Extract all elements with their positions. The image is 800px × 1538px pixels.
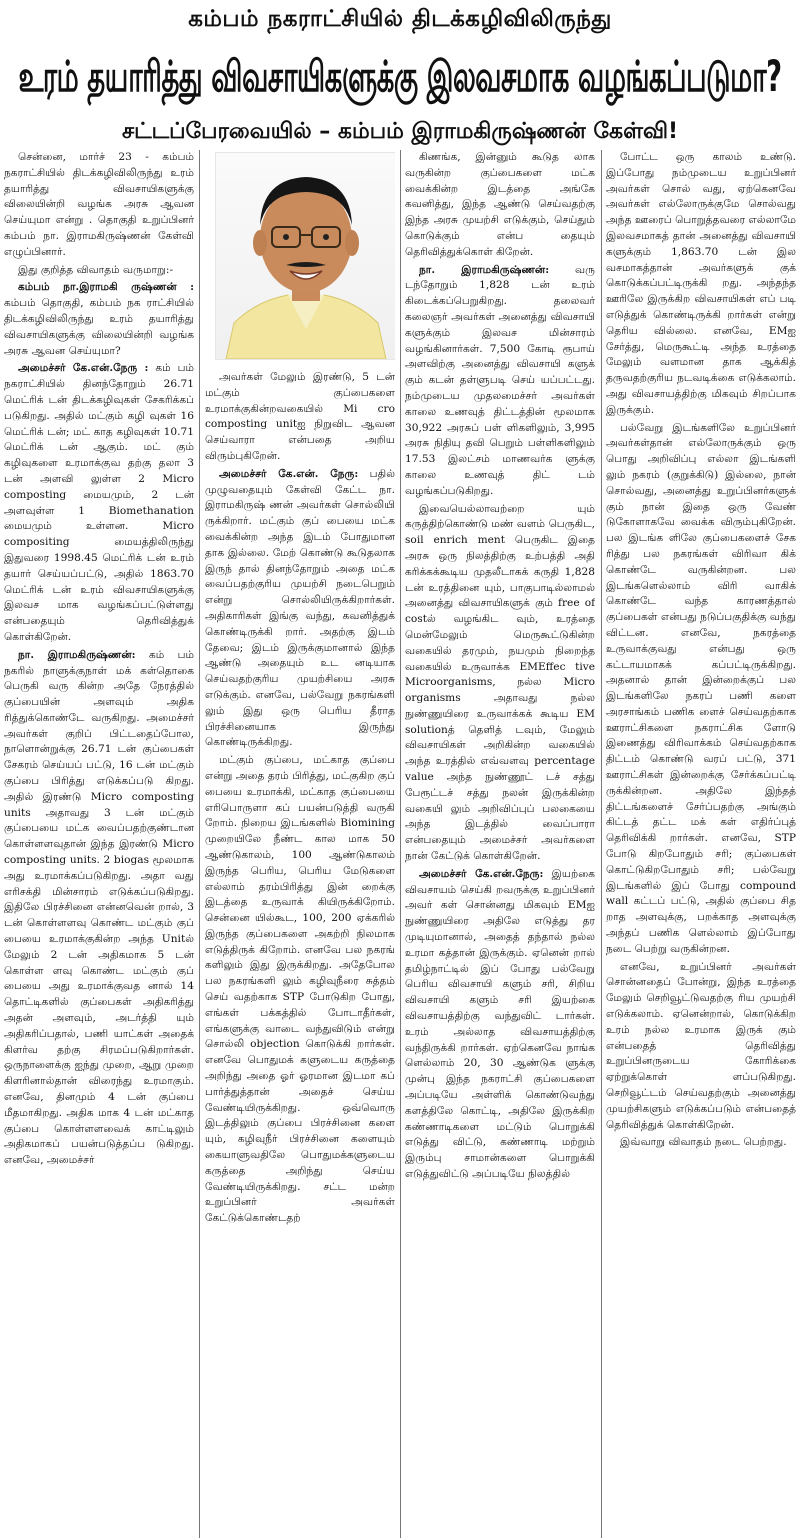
paragraph xyxy=(405,150,595,261)
paragraph xyxy=(4,648,194,1169)
paragraph-text: சென்னை, மார்ச் 23 - கம்பம் நகராட்சியில் திடக்கழிவிலிருந்து உரம் தயாரித்து விவசாயிகளுக்கு விலையின்றி வழங்க அரசு ஆவன செய்யுமா என்று . தொகுதி உறுப்பினர் கம்பம் நா. இராமகிருஷ்ணன் கேள்வி எழுப்பினார். xyxy=(4,151,194,258)
paragraph xyxy=(4,150,194,261)
paragraph-text: மட்கும் குப்பை, மட்காத குப்பை என்று அதை தரம் பிரித்து, மட்குகிற குப் பையை உரமாக்கி, மட்காத குப்பையை எரிபொருளா கப் பயன்படுத்தி வருகி றோம். நிறைய இடங்களில் Biomining முறையிலே நீண்ட கால மாக 50 ஆண்டுகாலம், 100 ஆண்டுகாலம் இருந்த பெரிய, பெரிய மேடுகளை எல்லாம் தரம்பிரித்து இன் றைக்கு இடத்தை உருவாக் கியிருக்கிறோம். சென்னை யில்கூட, 100, 200 ஏக்கரில் இருந்த குப்பைகளை அகற்றி நிலமாக எடுத்திருக் கிறோம். எனவே பல நகரங் களிலும் இது இருக்கிறது. அதேபோல பல நகரங்களி லும் கழிவுநீரை சுத்தம் செய் வதற்காக STP போடுகிற போது, எங்கள் பக்கத்தில் போடாதீர்கள், எங்களுக்கு வாடை வந்துவிடும் என்று சொல்லி objection கொடுக்கி றார்கள். எனவே பொதுமக் களுடைய கருத்தை அறிந்து அதை ஓர் ஓரமான இடமா கப் பார்த்துத்தான் அதைச் செய்ய வேண்டியிருக்கிறது. ஒவ்வொரு இடத்திலும் குப்பை பிரச்சினை களை யும், கழிவுநீர் பிரச்சினை களையும் கையாளுவதிலே பொதுமக்களுடைய கருத்தை அறிந்து செய்ய வேண்டியிருக்கிறது. சட்ட மன்ற உறுப்பினர் அவர்கள் கேட்டுக்கொண்டதற் xyxy=(205,754,395,1225)
paragraph-text: கம் பம் நகரில் நாளுக்குநாள் மக் கள்தொகை பெருகி வரு கின்ற அதே நேரத்தில் குப்பையின் அளவும் அதிக ரித்துக்கொண்டே வருகிறது. அமைச்சர் அவர்கள் குறிப் பிட்டதைப்போல, நாளொன்றுக்கு 26.71 டன் குப்பைகள் சேகரம் செய்யப் பட்டு, 16 டன் மட்கும் குப்பை பிரித்து எடுக்கப்படு கிறது. அதில் இரண்டு Micro composting units அதாவது 3 டன் மட்கும் குப்பையை மட்க வைப்பதற்குண்டான கொள்ளளவுதான் இந்த இரண்டு Micro composting units. 2 biogas மூலமாக அது உரமாக்கப்படுகிறது. அதா வது எரிசக்தி மின்சாரம் எடுக்கப்படுகிறது. இதிலே பிரச்சினை என்னவென் றால், 3 டன் கொள்ளளவு கொண்ட மட்கும் குப் பையை உரமாக்குகின்ற அந்த Unitல் மேலும் 2 டன் அதிகமாக 5 டன் கொள்ள ளவு கொண்ட மட்கும் குப் பையை அது உரமாக்குவத னால் 14 தொட்டிகளில் குப்பைகள் அதிகரித்து அதன் அளவும், அடர்த்தி யும் அதிகரிப்பதால், பணி யாட்கள் அதைக் கிளர்வ தற்கு சிரமப்படுகிறார்கள். ஒருநாளைக்கு ஐந்து முறை, ஆறு முறை கிளரினால்தான் விரைந்து உரமாகும். எனவே, தினமும் 4 டன் குப்பை மீதமாகிறது. அதிக மாக 4 டன் மட்காத குப்பை கொள்ளளவைக் காட்டிலும் அதிகமாகப் பயன்படுத்தப்ப டுகிறது. எனவே, அமைச்சர் xyxy=(4,648,194,1167)
paragraph xyxy=(405,867,595,1183)
speaker-label: நா. இராமகிருஷ்ணன்: xyxy=(419,263,550,276)
paragraph xyxy=(606,960,796,1134)
article-column-3 xyxy=(405,150,595,1538)
speaker-label: அமைச்சர் கே.என்.நேரு: xyxy=(419,867,544,880)
speaker-label: நா. இராமகிருஷ்ணன்: xyxy=(18,648,136,661)
paragraph xyxy=(4,263,194,279)
paragraph xyxy=(405,502,595,865)
paragraph xyxy=(405,263,595,500)
speaker-label: அமைச்சர் கே.என். நேரு: xyxy=(219,467,359,480)
paragraph-text: கம் பம் நகராட்சியில் தினந்தோறும் 26.71 மெட்ரிக் டன் திடக்கழிவுகள் சேகரிக்கப் படுகிறது. அதில் மட்கும் கழி வுகள் 16 மெட்ரிக் டன்; மட் காத கழிவுகள் 10.71 மெட்ரிக் டன் ஆகும். மட் கும் கழிவுகளை உரமாக்குவ தற்கு தலா 3 டன் அளவி லுள்ள 2 Micro composting மையமும், 2 டன் அளவுள்ள 1 Biomethanation மையமும் உள்ளன. Micro compositing மையத்திலிருந்து இதுவரை 1998.45 மெட்ரிக் டன் உரம் தயார் செய்யப்பட்டு, அதில் 1863.70 மெட்ரிக் டன் உரம் விவசாயிகளுக்கு இலவச மாக வழங்கப்பட்டுள்ளது என்பதையும் தெரிவித்துக் கொள்கிறேன். xyxy=(4,362,194,643)
article-columns xyxy=(0,150,800,1538)
paragraph-text: பதில் முழுவதையும் கேள்வி கேட்ட நா. இராமகிருஷ் ணன் அவர்கள் சொல்லியி ருக்கிறார். மட்கும் குப் பையை மட்க வைக்கின்ற அந்த இடம் போதுமான தாக இல்லை. மேற் கொண்டு கூடுதலாக இருந் தால் தினந்தோறும் அதை மட்க வைப்பதற்குரிய முயற்சி நடைபெறும் என்று சொல்லியிருக்கிறார்கள். அதிகாரிகள் இங்கு வந்து, கவனித்துக் கொண்டிருக்கி றார். அதற்கு இடம் தேவை; இடம் இருக்குமானால் இந்த ஆண்டு அதையும் உட னடியாக செய்வதற்குரிய முயற்சியை அரசு எடுக்கும். எனவே, பல்வேறு நகரங்களி லும் இது ஒரு பெரிய தீராத பிரச்சினையாக இருந்து கொண்டிருக்கிறது. xyxy=(205,467,395,749)
paragraph xyxy=(205,753,395,1227)
paragraph-text: இயற்கை விவசாயம் செய்கி றவருக்கு உறுப்பினர் அவர் கள் சொன்னது மிகவும் EMஐ நுண்ணுயிரை அதிலே எடுத்து தர முடியுமானால், அதைத் தந்தால் நல்ல உரமா கத்தான் இருக்கும். ஏனென் றால் தமிழ்நாட்டில் இப் போது பல்வேறு பெரிய விவசாயி களும் சரி, சிறிய விவசாயி களும் சரி இயற்கை விவசாயத்திற்கு வந்துவிட் டார்கள். உரம் அல்லாத விவசாயத்திற்கு வந்திருக்கி றார்கள். ஏற்கெனவே நாங்க ளெல்லாம் 20, 30 ஆண்டுக ளுக்கு முன்பு இந்த நகராட்சி குப்பைகளை அப்படியே அள்ளிக் கொண்டுவந்து களத்திலே கொட்டி, அதிலே இருக்கிற கண்ணாடிகளை மட்டும் பொறுக்கி எடுத்து விட்டு, கண்ணாடி மற்றும் இரும்பு சாமான்களை பொறுக்கி எடுத்துவிட்டு அப்படியே நிலத்தில் xyxy=(405,867,595,1180)
paragraph xyxy=(205,467,395,751)
speaker-label: அமைச்சர் கே.என்.நேரு : xyxy=(18,362,149,375)
article-column-1 xyxy=(4,150,194,1538)
paragraph xyxy=(205,370,395,465)
paragraph xyxy=(4,280,194,359)
column-rule xyxy=(601,150,602,1538)
paragraph-text: இவையெல்லாவற்றை யும் கருத்திற்கொண்டு மண் வளம் பெருகிட, soil enrich ment பெருகிட இதை அரசு ஒரு நிலத்திற்கு உற்பத்தி அதி கரிக்கக்கூடிய முதலீடாகக் கருதி 1,828 டன் உரத்தினை யும், பாகுபாடில்லாமல் அனைத்து விவசாயிகளுக் கும் free of costல் வழங்கிட வும், உரத்தை மென்மேலும் மெருகூட்டுகின்ற வகையில் தரமும், நயமும் நிறைந்த வகையில் உருவாக்க EMEffec tive Microorganisms, நல்ல Micro organisms அதாவது நல்ல நுண்ணுயிரை உருவாக்கக் கூடிய EM solutionத் தெளித் டவும், மேலும் விவசாயிகள் அறிகின்ற வகையில் அந்த உரத்தில் எவ்வளவு percentage value அந்த நுண்ணூட் டச் சத்து பேரூட்டச் சத்து நலன் இருக்கின்ற வகையி லும் அறிவிப்புப் பலகையை அந்த இடத்தில் வைப்பாரா என்பதையும் அமைச்சர் அவர்களை நான் கேட்டுக் கொள்கிறேன். xyxy=(405,502,595,863)
kicker-line: கம்பம் நகராட்சியில் திடக்கழிவிலிருந்து xyxy=(188,6,612,32)
paragraph-text: இது குறித்த விவாதம் வருமாறு:- xyxy=(18,263,174,276)
paragraph xyxy=(606,150,796,419)
column-rule xyxy=(400,150,401,1538)
paragraph-text: போட்ட ஒரு காலம் உண்டு. இப்போது நம்முடைய உறுப்பினர் அவர்கள் சொல் வது, ஏற்கெனவே அவர்கள் எல்லோருக்குமே சொல்வது அந்த ஊரைப் பொறுத்தவரை எல்லாமே இலவசமாகத் தான் அனைத்து விவசாயி களுக்கும் 1,863.70 டன் இல வசமாகத்தான் அவர்களுக் குக் கொடுக்கப்பட்டிருக்கி றது. அந்தந்த ஊரிலே இருக்கிற விவசாயிகள் எப் படி எடுத்துக் கொண்டிருக்கி றார்கள் என்று தெரிய வில்லை. எனவே, EMஐ சேர்த்து, மெருகூட்டி அந்த உரத்தை மேலும் வளமான தாக ஆக்கித் தருவதற்குரிய நடவடிக்கை எடுக்கலாம். அது விவசாயத்திற்கு மிகவும் சிறப்பாக இருக்கும். xyxy=(606,151,796,416)
speaker-label: கம்பம் நா.இராமகி ருஷ்ணன் : xyxy=(18,281,194,294)
article-column-2 xyxy=(205,150,395,1538)
paragraph-text: அவர்கள் மேலும் இரண்டு, 5 டன் மட்கும் குப்பைகளை உரமாக்குகின்றவகையில் Mi cro composting unitஐ நிறுவிட ஆவன செய்வாரா என்பதை அறிய விரும்புகிறேன். xyxy=(205,371,395,462)
paragraph-text: இவ்வாறு விவாதம் நடை பெற்றது. xyxy=(620,1136,787,1149)
paragraph-text: எனவே, உறுப்பினர் அவர்கள் சொன்னதைப் போன்று, இந்த உரத்தை மேலும் செறிவூட்டுவதற்கு ரிய முயற்சி எடுக்கலாம். ஏனென்றால், கொடுக்கிற உரம் நல்ல உரமாக இருக் கும் என்பதைத் தெரிவித்து உறுப்பினருடைய கோரிக்கை ஏற்றுக்கொள் ளப்படுகிறது. செறிவூட்டம் செய்வதற்கும் அனைத்து முயற்சிகளும் எடுக்கப்படும் என்பதைத் தெரிவித்துக் கொள்கிறேன். xyxy=(606,960,796,1131)
paragraph-text: பல்வேறு இடங்களிலே உறுப்பினர் அவர்கள்தான் எல்லோருக்கும் ஒரு பொது அறிவிப்பு எல்லா இடங்களி லும் நகரம் (குறுக்கிடு) இல்லை, நான் சொல்வது, அனைத்து உறுப்பினர்களுக் கும் நான் இதை ஒரு வேண் டுகோளாகவே வைக்க விரும்புகிறேன். பல இடங்க ளிலே குப்பைகளைச் சேக ரித்து பல நகரங்கள் விரிவா கிக் கொண்டே வருகின்றன. பல இடங்களெல்லாம் விரி வாகிக் கொண்டே வந்த காரணத்தால் குப்பைகள் என்பது நடுப்பகுதிக்கு வந்து விட்டன. எனவே, நகரத்தை உருவாக்குவது என்பது ஒரு கட்டாயமாகக் கப்பட்டிருக்கிறது. அதனால் தான் இன்றைக்குப் பல இடங்களிலே நகரப் பணி களை அரசாங்கம் பணிக ளைச் செய்வதற்காக ஊராட்சிகளை நகராட்சிக ளோடு இணைத்து விரிவாக்கம் செய்வதற்காக திட்டம் கொண்டு வரப் பட்டு, 371 ஊராட்சிகள் இன்றைக்கு சேர்க்கப்பட்டி ருக்கின்றன. அதிலே இந்தத் திட்டங்களைச் சேர்ப்பதற்கு அங்கும் கிட்டத் தட்ட மக் கள் எதிர்ப்புத் தெரிவிக்கி றார்கள். எனவே, STP போடு கிறபோதும் சரி; குப்பைகள் கொட்டுகிறபோதும் சரி; பல்வேறு இடங்களில் இப் போது compound wall கட்டப் பட்டு, அதில் குப்பை சித றாத அளவுக்கு, பறக்காத அளவுக்கு அந்தப் பணிக ளெல்லாம் இப்போது நடை பெற்று வருகின்றன. xyxy=(606,421,796,955)
subheadline: சட்டப்பேரவையில் – கம்பம் இராமகிருஷ்ணன் கேள்வி! xyxy=(121,119,679,144)
paragraph xyxy=(606,1135,796,1151)
column-rule xyxy=(199,150,200,1538)
headline: உரம் தயாரித்து விவசாயிகளுக்கு இலவசமாக வழங்கப்படுமா? xyxy=(18,52,782,102)
portrait-illustration xyxy=(216,153,395,359)
article-column-2-text xyxy=(205,370,395,1227)
paragraph-text: கம்பம் தொகுதி, கம்பம் நக ராட்சியில் திடக்கழிவிலிருந்து உரம் தயாரித்து விவசாயிகளுக்கு விலையின்றி வழங்க அரசு ஆவன செய்யுமா? xyxy=(4,297,194,357)
speaker-portrait xyxy=(215,152,395,360)
paragraph xyxy=(4,361,194,645)
paragraph-text: வரு டந்தோறும் 1,828 டன் உரம் கிடைக்கப்பெறுகிறது. தலைவர் கலைஞர் அவர்கள் அனைத்து விவசாயி களுக்கும் இலவச மின்சாரம் வழங்கினார்கள். 7,500 கோடி ரூபாய் அளவிற்கு அனைத்து விவசாயி களுக் கும் கடன் தள்ளுபடி செய் யப்பட்டது. நம்முடைய முதலமைச்சர் அவர்கள் காலை உணவுத் திட்டத்தின் மூலமாக 30,922 அரசுப் பள் ளிகளிலும், 3,995 அரசு நிதியு தவி பெறும் பள்ளிகளிலும் 17.53 இலட்சம் மாணவர்க ளுக்கு காலை உணவுத் திட் டம் வழங்கப்படுகிறது. xyxy=(405,263,595,497)
article-column-4 xyxy=(606,150,796,1538)
paragraph-text: கிணங்க, இன்னும் கூடுத லாக வருகின்ற குப்பைகளை மட்க வைக்கின்ற இடத்தை அங்கே கவனித்து, இந்த ஆண்டு செய்வதற்கு இந்த அரசு முயற்சி எடுக்கும், செய்தும் கொடுக்கும் என்ப தையும் தெரிவித்துக்கொள் கிறேன். xyxy=(405,151,595,258)
paragraph xyxy=(606,421,796,958)
